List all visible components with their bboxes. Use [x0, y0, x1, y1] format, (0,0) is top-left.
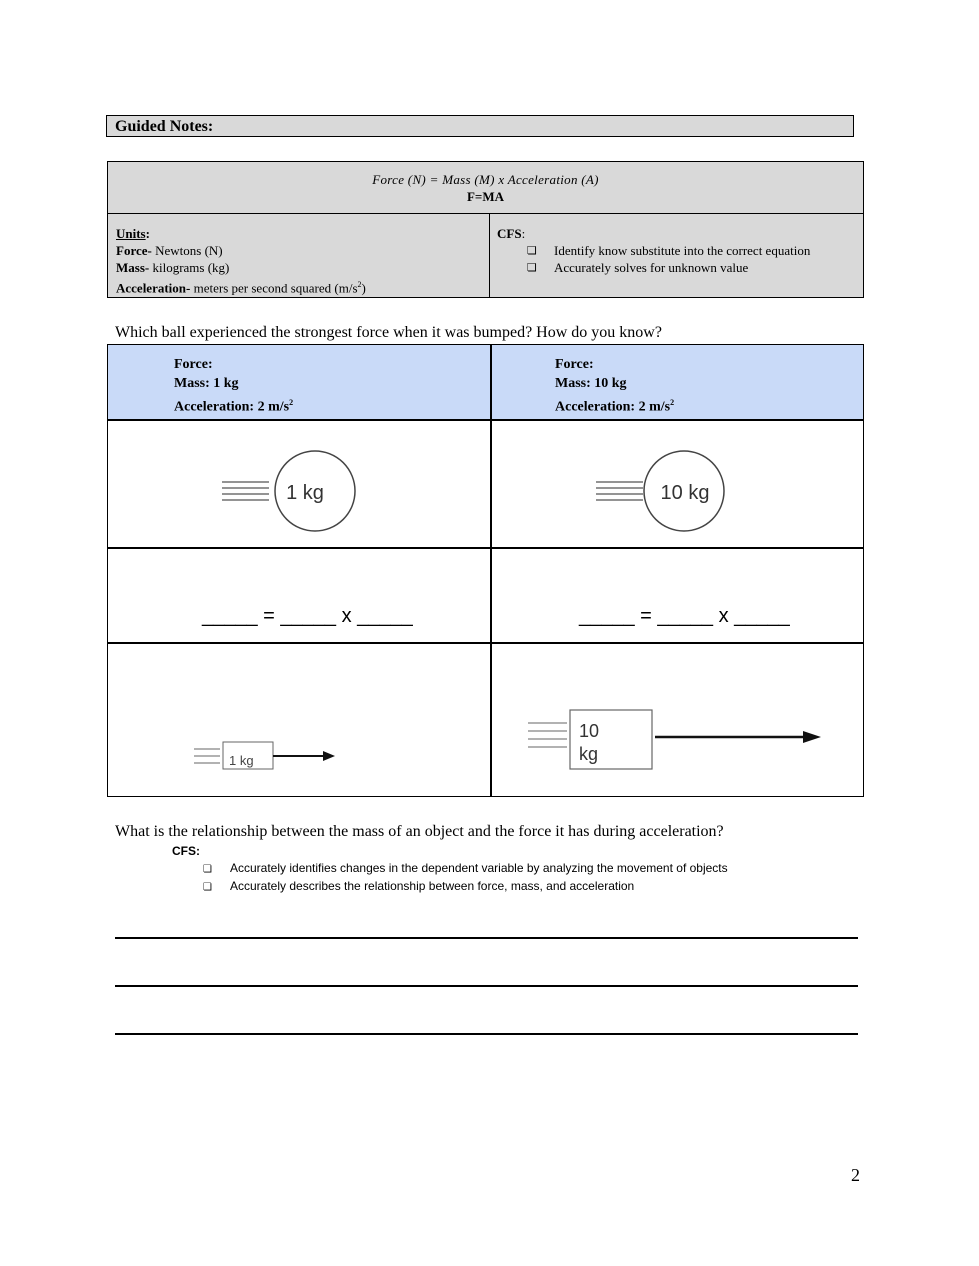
cfs-bottom-item-text: Accurately describes the relationship between force, mass, and acceleration: [230, 879, 635, 893]
cfs-bottom-item: [203, 879, 634, 893]
formula-short: F=MA: [466, 189, 504, 204]
box1-label: 1 kg: [229, 753, 254, 768]
units-accel-close: ): [361, 280, 366, 296]
ball2-header: [491, 345, 863, 419]
cfs-item: [497, 242, 863, 259]
ball2-label: 10 kg: [660, 482, 710, 504]
units-mass-value: kilograms (kg): [149, 260, 230, 275]
arrow-right-icon: [803, 731, 821, 743]
ball2-accel: [555, 393, 863, 417]
ball2-mass: Mass: 10 kg: [555, 376, 627, 391]
ball2-force: Force:: [555, 357, 594, 372]
row-divider: [108, 547, 863, 549]
units-force-label: Force-: [116, 243, 152, 258]
ball-row-illustrations: [108, 421, 863, 547]
ball2-accel-text: Acceleration: 2 m/s: [555, 399, 671, 415]
answer-line[interactable]: [115, 937, 858, 939]
answer-line[interactable]: [115, 1033, 858, 1035]
question-mass-force-relationship: What is the relationship between the mass of an object and the force it has during acceleration?: [115, 823, 724, 840]
ball1-force: Force:: [174, 357, 213, 372]
ball1-accel-text: Acceleration: 2 m/s: [174, 399, 290, 415]
checkbox-icon: ❏: [527, 244, 537, 257]
box2-label-line1: 10: [579, 721, 600, 741]
units-accel-value: meters per second squared (m/s: [190, 280, 358, 296]
ball1-label: 1 kg: [286, 482, 324, 504]
ball1-mass: Mass: 1 kg: [174, 376, 239, 391]
cfs-bottom-heading: CFS:: [172, 844, 200, 858]
checkbox-icon: ❏: [203, 864, 212, 875]
units-force: [116, 242, 489, 259]
box2-illustration: [528, 710, 821, 769]
formula-table: [107, 161, 864, 298]
units-colon: :: [145, 226, 150, 241]
ball1-accel-sup: 2: [289, 398, 294, 407]
units-mass: [116, 259, 489, 276]
cfs-heading: CFS: [497, 226, 522, 241]
units-acceleration: [116, 276, 489, 296]
guided-notes-title: Guided Notes:: [115, 118, 214, 135]
ball1-accel: [174, 393, 490, 417]
units-accel-sup: 2: [357, 280, 362, 289]
formula-header: [108, 162, 863, 214]
box-row-illustrations: [108, 644, 863, 797]
box2-label-line2: kg: [579, 744, 599, 764]
units-heading: Units: [116, 226, 146, 241]
ball2-illustration: [596, 451, 724, 531]
box1-illustration: [194, 742, 335, 769]
cfs-bottom-item: [203, 861, 728, 875]
cfs-cell: [490, 214, 863, 298]
cfs-item-text: Accurately solves for unknown value: [554, 260, 749, 275]
cfs-item-text: Identify know substitute into the correct equation: [554, 243, 811, 258]
ball2-accel-sup: 2: [670, 398, 675, 407]
ball2-equation-blank[interactable]: _____ = _____ x _____: [579, 605, 790, 627]
ball1-header: [108, 345, 490, 419]
units-accel-label: Acceleration-: [116, 280, 191, 296]
units-force-value: Newtons (N): [151, 243, 223, 258]
formula-equation: Force (N) = Mass (M) x Acceleration (A): [372, 172, 599, 187]
arrow-right-icon: [323, 751, 335, 761]
units-cell: [108, 214, 490, 298]
ball1-illustration: [222, 451, 355, 531]
cfs-item: [497, 259, 863, 276]
units-mass-label: Mass-: [116, 260, 150, 275]
ball-comparison-table: [107, 344, 864, 797]
cfs-bottom-item-text: Accurately identifies changes in the dependent variable by analyzing the movement of objects: [230, 861, 728, 875]
page-number: 2: [851, 1165, 860, 1185]
cfs-colon: :: [521, 226, 526, 241]
checkbox-icon: ❏: [527, 261, 537, 274]
checkbox-icon: ❏: [203, 882, 212, 893]
question-strongest-force: Which ball experienced the strongest force when it was bumped? How do you know?: [115, 324, 662, 341]
ball1-equation-blank[interactable]: _____ = _____ x _____: [202, 605, 413, 627]
guided-notes-header: [106, 115, 854, 137]
answer-line[interactable]: [115, 985, 858, 987]
